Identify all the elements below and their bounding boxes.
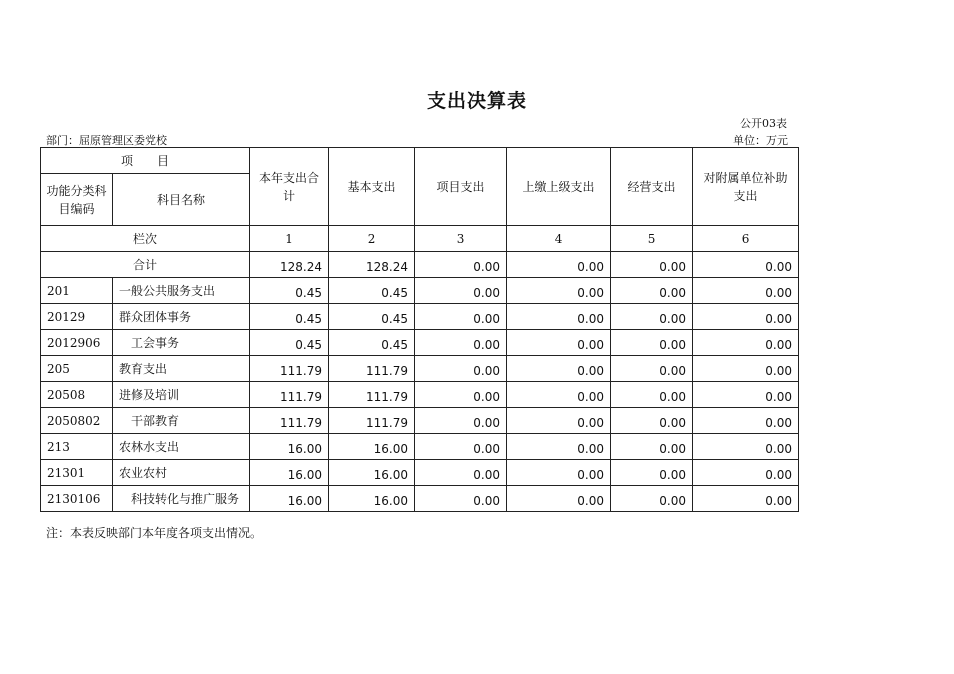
row-value: 0.00	[415, 382, 507, 408]
row-code: 20508	[41, 382, 113, 408]
row-code: 205	[41, 356, 113, 382]
row-value: 0.00	[611, 304, 693, 330]
col-num: 3	[415, 226, 507, 252]
page-title: 支出决算表	[426, 90, 527, 112]
row-value: 16.00	[329, 434, 415, 460]
form-number: 公开03表	[740, 117, 787, 130]
header-project: 项目支出	[415, 148, 507, 226]
table-row	[41, 330, 799, 356]
row-name: 群众团体事务	[113, 304, 250, 330]
table-note: 注：本表反映部门本年度各项支出情况。	[46, 526, 263, 540]
row-value: 0.00	[611, 434, 693, 460]
row-name: 农林水支出	[113, 434, 250, 460]
col-num: 6	[693, 226, 799, 252]
unit-label: 单位：万元	[733, 134, 788, 147]
row-name: 进修及培训	[113, 382, 250, 408]
table-row	[41, 408, 799, 434]
row-value: 0.00	[693, 460, 799, 486]
row-name: 干部教育	[113, 408, 250, 434]
col-num: 5	[611, 226, 693, 252]
row-value: 0.00	[611, 356, 693, 382]
row-value: 0.00	[507, 434, 611, 460]
col-row-label: 栏次	[41, 226, 250, 252]
row-value: 111.79	[329, 356, 415, 382]
row-value: 0.00	[415, 486, 507, 512]
row-name: 工会事务	[113, 330, 250, 356]
row-value: 0.00	[693, 356, 799, 382]
expenditure-table	[40, 147, 799, 512]
row-name: 一般公共服务支出	[113, 278, 250, 304]
total-value: 0.00	[611, 252, 693, 278]
row-value: 0.00	[693, 330, 799, 356]
col-num: 1	[250, 226, 329, 252]
row-code: 20129	[41, 304, 113, 330]
total-label: 合计	[41, 252, 250, 278]
row-value: 0.00	[415, 356, 507, 382]
total-value: 0.00	[693, 252, 799, 278]
row-value: 0.45	[329, 304, 415, 330]
header-item: 项 目	[41, 148, 250, 174]
table-row	[41, 356, 799, 382]
row-value: 0.00	[507, 460, 611, 486]
table-row	[41, 382, 799, 408]
row-code: 2050802	[41, 408, 113, 434]
row-value: 0.00	[611, 460, 693, 486]
row-value: 16.00	[250, 434, 329, 460]
row-value: 16.00	[329, 460, 415, 486]
table-row	[41, 434, 799, 460]
row-value: 111.79	[329, 408, 415, 434]
row-value: 111.79	[250, 408, 329, 434]
table-row	[41, 304, 799, 330]
row-value: 0.45	[250, 304, 329, 330]
col-num: 4	[507, 226, 611, 252]
column-number-row	[41, 226, 799, 252]
row-value: 0.00	[507, 304, 611, 330]
table-row	[41, 278, 799, 304]
row-value: 0.00	[507, 382, 611, 408]
row-value: 0.00	[415, 408, 507, 434]
row-code: 201	[41, 278, 113, 304]
row-value: 0.00	[693, 486, 799, 512]
col-num: 2	[329, 226, 415, 252]
header-business: 经营支出	[611, 148, 693, 226]
row-value: 0.00	[507, 278, 611, 304]
row-value: 0.00	[415, 434, 507, 460]
header-func-code: 功能分类科目编码	[41, 174, 113, 226]
row-value: 0.00	[415, 330, 507, 356]
row-value: 0.00	[693, 382, 799, 408]
row-value: 0.00	[693, 434, 799, 460]
header-subsidy: 对附属单位补助支出	[693, 148, 799, 226]
header-basic: 基本支出	[329, 148, 415, 226]
row-value: 0.00	[507, 408, 611, 434]
row-value: 0.00	[507, 356, 611, 382]
header-upper: 上缴上级支出	[507, 148, 611, 226]
row-name: 教育支出	[113, 356, 250, 382]
department-label: 部门：屈原管理区委党校	[46, 134, 167, 147]
row-value: 0.45	[250, 330, 329, 356]
row-value: 16.00	[250, 486, 329, 512]
row-value: 0.00	[507, 486, 611, 512]
row-code: 213	[41, 434, 113, 460]
total-value: 0.00	[507, 252, 611, 278]
row-value: 0.00	[415, 304, 507, 330]
row-value: 111.79	[250, 382, 329, 408]
row-value: 0.00	[507, 330, 611, 356]
table-row	[41, 486, 799, 512]
row-value: 0.00	[611, 382, 693, 408]
total-value: 0.00	[415, 252, 507, 278]
header-total: 本年支出合计	[250, 148, 329, 226]
row-value: 16.00	[250, 460, 329, 486]
row-value: 0.00	[415, 278, 507, 304]
row-value: 0.00	[693, 304, 799, 330]
row-value: 0.00	[693, 408, 799, 434]
total-value: 128.24	[250, 252, 329, 278]
row-code: 2130106	[41, 486, 113, 512]
row-value: 0.00	[415, 460, 507, 486]
row-value: 0.45	[329, 330, 415, 356]
row-value: 0.00	[611, 486, 693, 512]
table-row	[41, 460, 799, 486]
row-name: 科技转化与推广服务	[113, 486, 250, 512]
row-value: 0.00	[693, 278, 799, 304]
row-value: 111.79	[329, 382, 415, 408]
row-code: 2012906	[41, 330, 113, 356]
row-value: 0.00	[611, 330, 693, 356]
row-value: 0.45	[250, 278, 329, 304]
row-code: 21301	[41, 460, 113, 486]
row-value: 16.00	[329, 486, 415, 512]
total-row	[41, 252, 799, 278]
row-value: 0.00	[611, 278, 693, 304]
total-value: 128.24	[329, 252, 415, 278]
header-subject-name: 科目名称	[113, 174, 250, 226]
row-name: 农业农村	[113, 460, 250, 486]
row-value: 0.45	[329, 278, 415, 304]
row-value: 0.00	[611, 408, 693, 434]
row-value: 111.79	[250, 356, 329, 382]
